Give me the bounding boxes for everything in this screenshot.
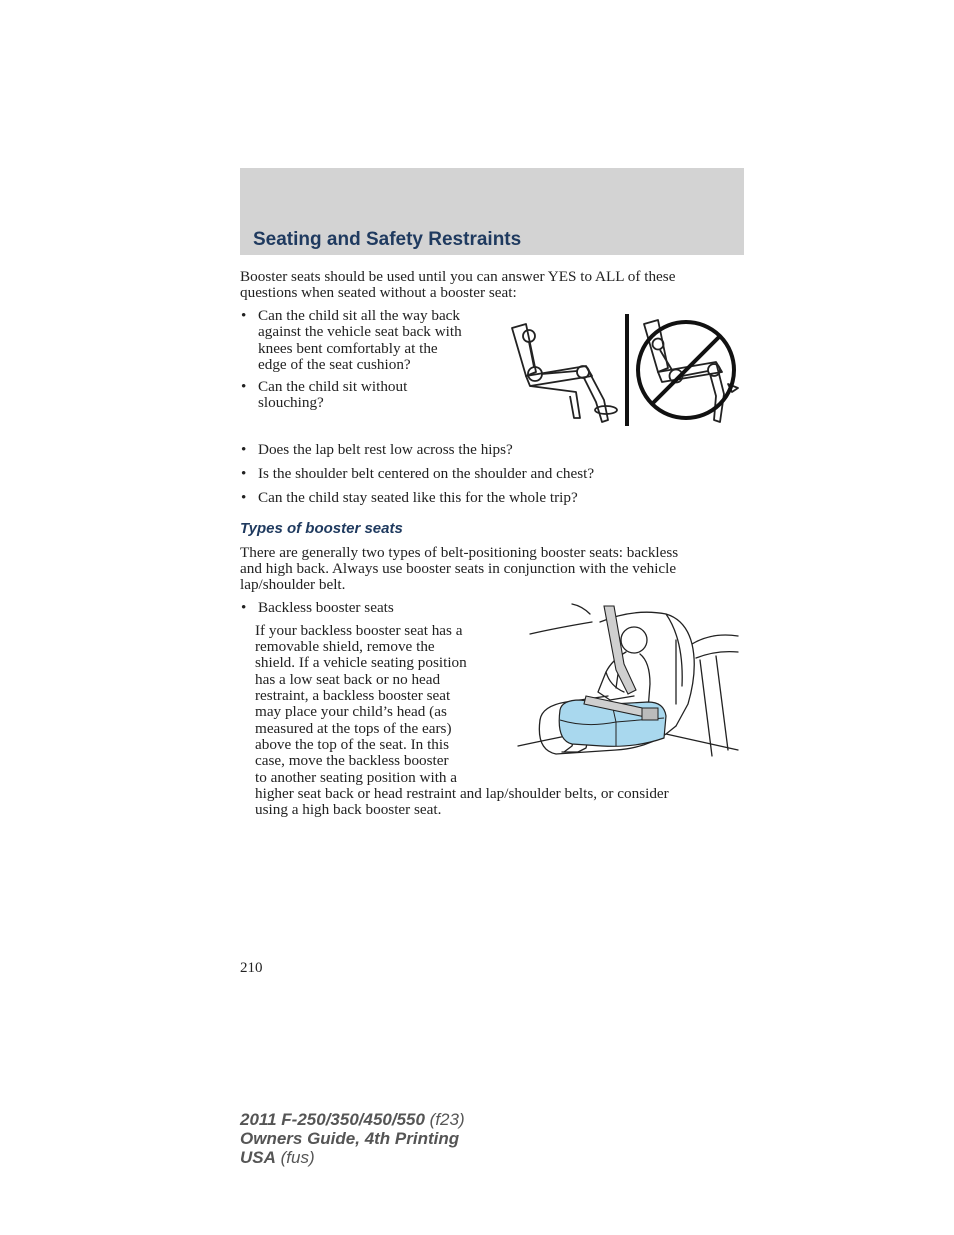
footer-market-code: (fus) [275, 1148, 315, 1167]
backless-line: removable shield, remove the [255, 638, 435, 655]
bullet-dot: • [241, 307, 247, 324]
backless-line: shield. If a vehicle seating position [255, 654, 467, 671]
question-whole-trip [241, 490, 741, 508]
question-sit-back-line: Can the child sit all the way back [258, 307, 461, 324]
bullet-dot: • [241, 465, 247, 482]
types-heading: Types of booster seats [240, 520, 403, 537]
types-para-line: lap/shoulder belt. [240, 576, 346, 593]
backless-line: restraint, a backless booster seat [255, 687, 451, 704]
question-no-slouch-line: Can the child sit without [258, 378, 408, 395]
bullet-dot: • [241, 489, 247, 506]
backless-line: case, move the backless booster [255, 752, 449, 769]
backless-booster-seat-icon [516, 600, 740, 768]
bullet-dot: • [241, 378, 247, 395]
backless-line: above the top of the seat. In this [255, 736, 450, 753]
backless-line: using a high back booster seat. [255, 801, 442, 818]
backless-booster-label: Backless booster seats [258, 599, 394, 616]
question-no-slouch-line: slouching? [258, 394, 324, 412]
question-no-slouch [241, 379, 501, 415]
bullet-dot: • [241, 599, 247, 616]
question-shoulder-belt [241, 466, 741, 484]
question-shoulder-belt-text: Is the shoulder belt centered on the shoulder and chest? [258, 465, 595, 482]
question-sit-back-line: against the vehicle seat back with [258, 323, 462, 341]
backless-line: has a low seat back or no head [255, 671, 441, 688]
intro-line-1: Booster seats should be used until you can answer YES to ALL of these [240, 268, 676, 285]
bullet-dot: • [241, 441, 247, 458]
seat-posture-incorrect-icon [638, 320, 738, 422]
question-sit-back [241, 308, 501, 378]
section-title: Seating and Safety Restraints [253, 229, 522, 250]
intro-line-2: questions when seated without a booster seat: [240, 284, 517, 301]
seat-posture-illustration [506, 310, 744, 430]
backless-line: If your backless booster seat has a [255, 622, 463, 639]
backless-line: may place your child’s head (as [255, 703, 447, 720]
backless-line: higher seat back or head restraint and lap/shoulder belts, or consider [255, 785, 669, 802]
question-whole-trip-text: Can the child stay seated like this for the whole trip? [258, 489, 578, 506]
question-lap-belt-text: Does the lap belt rest low across the hips? [258, 441, 513, 458]
question-lap-belt [241, 442, 741, 460]
belt-buckle [642, 708, 658, 720]
section-header-band [240, 168, 744, 255]
question-sit-back-line: knees bent comfortably at the [258, 339, 438, 357]
backless-booster-bullet [241, 600, 501, 618]
footer-model: 2011 F-250/350/450/550 [240, 1110, 425, 1129]
footer-market: USA [240, 1148, 276, 1167]
shoulder-belt [604, 606, 636, 694]
backless-line: measured at the tops of the ears) [255, 720, 452, 737]
backless-line: to another seating position with a [255, 769, 458, 786]
document-footer [240, 1110, 465, 1167]
page-number: 210 [240, 960, 263, 976]
footer-model-code: (f23) [424, 1110, 465, 1129]
seat-posture-correct-icon [512, 324, 617, 422]
footer-guide: Owners Guide, 4th Printing [240, 1129, 460, 1148]
types-para-line: There are generally two types of belt-positioning booster seats: backless [240, 544, 679, 561]
types-para-line: and high back. Always use booster seats in conjunction with the vehicle [240, 560, 677, 577]
question-sit-back-line: edge of the seat cushion? [258, 356, 411, 374]
